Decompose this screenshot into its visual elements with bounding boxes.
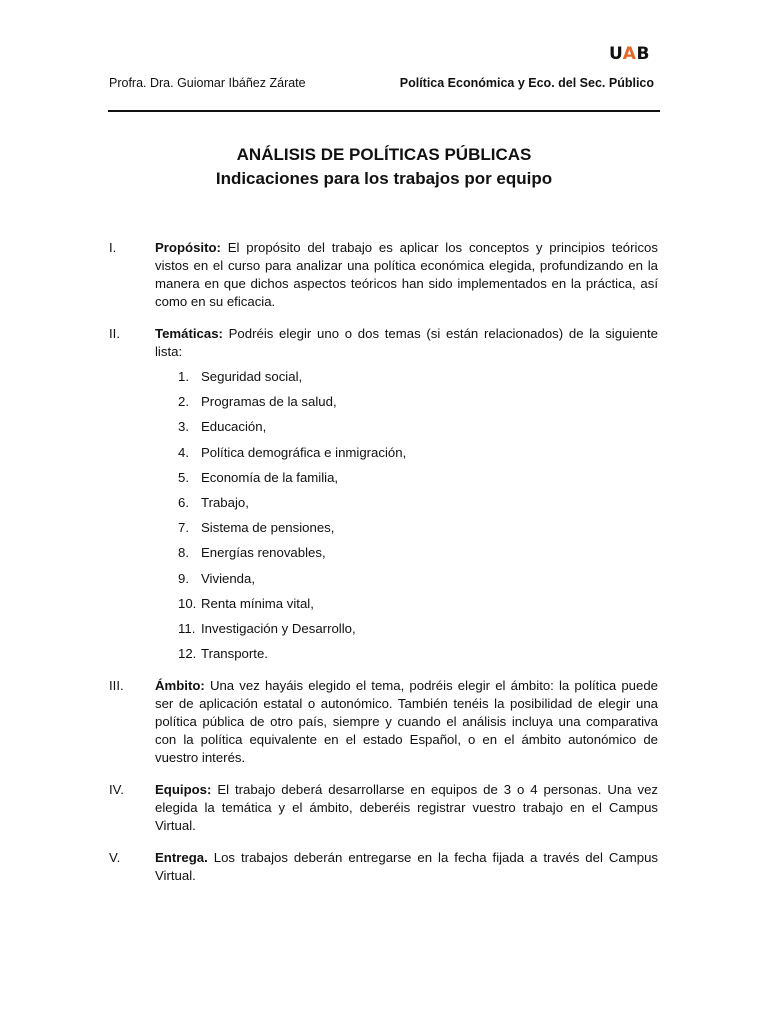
list-item-label: Transporte.	[201, 646, 268, 662]
list-item-number: 5.	[178, 469, 189, 485]
list-item-label: Política demográfica e inmigración,	[201, 444, 407, 460]
list-item-number: 1.	[178, 369, 189, 384]
list-item-label: Educación,	[201, 419, 267, 435]
list-item-label: Trabajo,	[201, 494, 249, 510]
list-item-label: Sistema de pensiones,	[201, 520, 335, 536]
course-name: Política Económica y Eco. del Sec. Público	[399, 76, 654, 90]
section-tematicas	[109, 325, 658, 361]
list-item-label: Economía de la familia,	[201, 469, 339, 485]
list-item	[178, 519, 406, 544]
section-body	[155, 677, 658, 767]
section-text: El trabajo deberá desarrollarse en equipos de 3 o 4 personas. Una vez elegida la temática y el ámbito, deberéis registrar vuestro trabajo en el Campus Virtual.	[155, 782, 658, 833]
list-item-label: Programas de la salud,	[201, 394, 337, 410]
list-item-label: Investigación y Desarrollo,	[201, 620, 356, 636]
section-number: III.	[109, 678, 124, 693]
document-subtitle: Indicaciones para los trabajos por equipo	[215, 169, 553, 188]
list-item	[178, 418, 406, 443]
list-item	[178, 645, 406, 670]
list-item	[178, 494, 406, 519]
list-item-label: Vivienda,	[201, 570, 256, 586]
list-item	[178, 444, 406, 469]
section-proposito	[109, 239, 658, 311]
topics-list	[178, 368, 406, 670]
list-item-number: 12.	[178, 646, 197, 662]
list-item-number: 9.	[178, 570, 189, 586]
section-entrega	[109, 849, 658, 885]
list-item-number: 7.	[178, 520, 189, 536]
uab-logo	[609, 44, 650, 64]
section-heading: Entrega.	[155, 850, 208, 865]
list-item	[178, 570, 406, 595]
list-item-number: 2.	[178, 394, 189, 410]
section-text: Podréis elegir uno o dos temas (si están relacionados) de la siguiente lista:	[155, 326, 658, 359]
section-number: II.	[109, 326, 120, 341]
section-ambito	[109, 677, 658, 767]
section-heading: Propósito:	[155, 240, 221, 255]
list-item	[178, 544, 406, 569]
document-title: ANÁLISIS DE POLÍTICAS PÚBLICAS	[236, 145, 532, 164]
list-item-number: 4.	[178, 444, 189, 460]
logo-letter-a: A	[622, 44, 637, 64]
list-item-number: 3.	[178, 419, 189, 435]
list-item-number: 11.	[178, 620, 196, 636]
section-text: Los trabajos deberán entregarse en la fecha fijada a través del Campus Virtual.	[155, 850, 658, 883]
section-number: I.	[109, 240, 117, 255]
section-heading: Ámbito:	[155, 678, 205, 693]
list-item	[178, 620, 406, 645]
header-divider	[108, 110, 660, 112]
section-body	[155, 849, 658, 885]
section-text: Una vez hayáis elegido el tema, podréis elegir el ámbito: la política puede ser de aplicación estatal o autonómico. También tenéis la posibilidad de elegir una política pública de otro país, siempre y cuando el análisis incluya una comparativa con la política equivalente en el estado Español, o en el ámbito autonómico de vuestro interés.	[155, 678, 658, 765]
section-heading: Temáticas:	[155, 326, 223, 341]
list-item	[178, 469, 406, 494]
list-item-label: Renta mínima vital,	[201, 595, 314, 611]
logo-letter-b: B	[636, 44, 650, 64]
list-item-number: 8.	[178, 545, 189, 561]
section-body	[155, 239, 658, 311]
section-body	[155, 781, 658, 835]
section-equipos	[109, 781, 658, 835]
list-item-number: 6.	[178, 494, 189, 510]
list-item-number: 10.	[178, 595, 197, 611]
list-item	[178, 368, 406, 393]
section-body	[155, 325, 658, 361]
logo-letter-u: U	[609, 44, 623, 64]
section-heading: Equipos:	[155, 782, 212, 797]
section-number: IV.	[109, 782, 124, 797]
section-text: El propósito del trabajo es aplicar los conceptos y principios teóricos vistos en el curso para analizar una política económica elegida, profundizando en la manera en que dichos aspectos teóricos han sido implementados en la práctica, así como en su eficacia.	[155, 240, 658, 309]
section-number: V.	[109, 850, 121, 865]
list-item	[178, 393, 406, 418]
list-item	[178, 595, 406, 620]
list-item-label: Energías renovables,	[201, 545, 326, 561]
author-name: Profra. Dra. Guiomar Ibáñez Zárate	[109, 76, 306, 90]
list-item-label: Seguridad social,	[201, 369, 303, 384]
